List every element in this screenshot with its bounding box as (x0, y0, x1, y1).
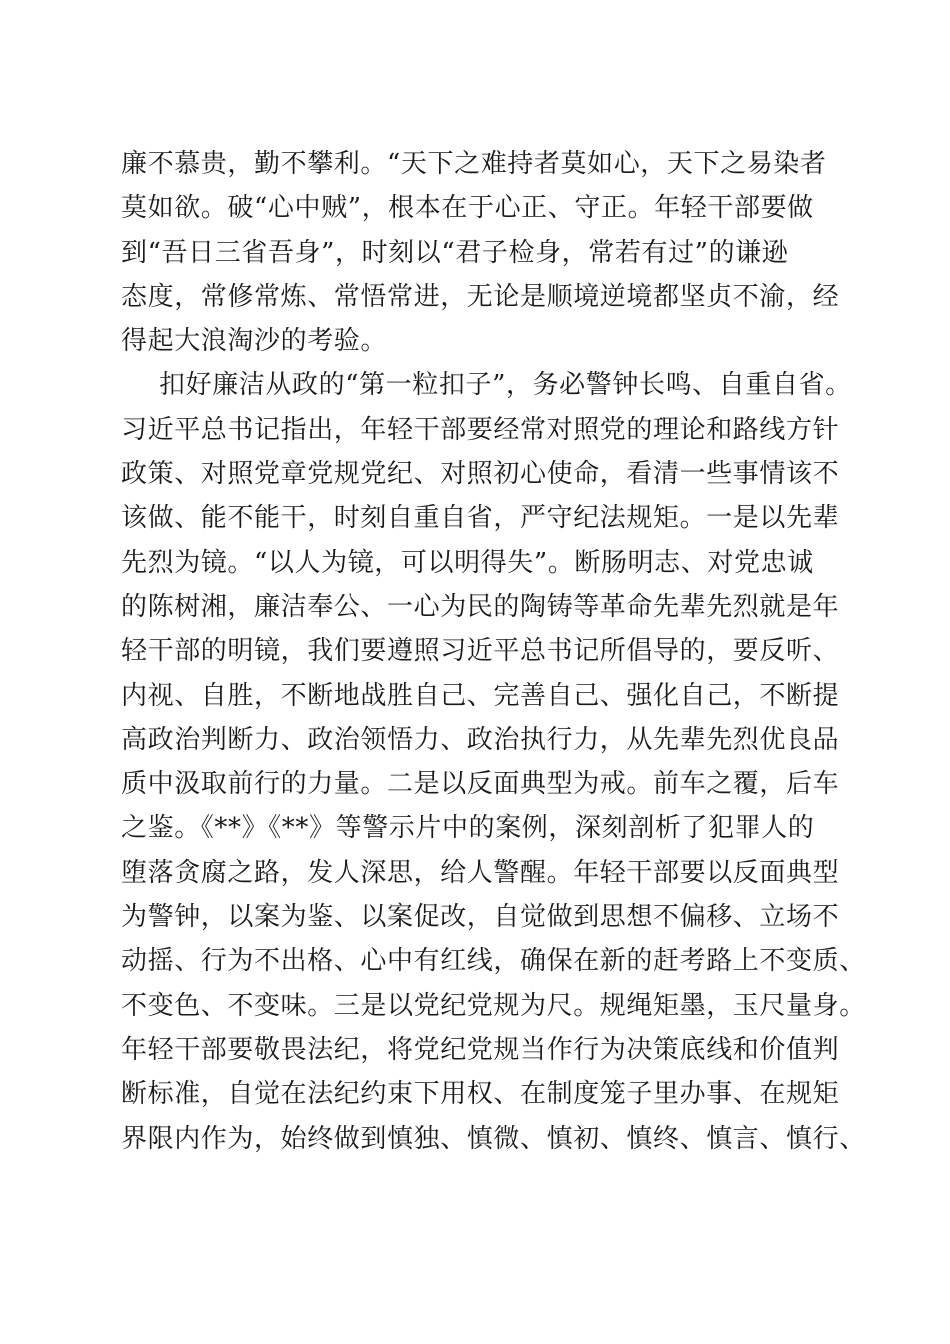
text-line: 界限内作为，始终做到慎独、慎微、慎初、慎终、慎言、慎行、 (121, 1123, 866, 1154)
text-line: 为警钟，以案为鉴、以案促改，自觉做到思想不偏移、立场不 (121, 902, 840, 933)
text-line: 内视、自胜，不断地战胜自己、完善自己、强化自己，不断提 (121, 680, 840, 711)
text-line: 先烈为镜。“以人为镜，可以明得失”。断肠明志、对党忠诚 (121, 547, 814, 578)
text-line: 莫如欲。破“心中贼”，根本在于心正、守正。年轻干部要做 (121, 193, 814, 224)
paragraph-first-line: 扣好廉洁从政的“第一粒扣子”，务必警钟长鸣、自重自省。 (159, 370, 852, 401)
text-line: 不变色、不变味。三是以党纪党规为尺。规绳矩墨，玉尺量身。 (121, 990, 866, 1021)
text-line: 堕落贪腐之路，发人深思，给人警醒。年轻干部要以反面典型 (121, 857, 840, 888)
text-line: 质中汲取前行的力量。二是以反面典型为戒。前车之覆，后车 (121, 769, 840, 800)
text-line: 高政治判断力、政治领悟力、政治执行力，从先辈先烈优良品 (121, 724, 840, 755)
text-line: 之鉴。《**》《**》等警示片中的案例，深刻剖析了犯罪人的 (121, 813, 815, 844)
text-line: 的陈树湘，廉洁奉公、一心为民的陶铸等革命先辈先烈就是年 (121, 591, 840, 622)
text-line: 年轻干部要敬畏法纪，将党纪党规当作行为决策底线和价值判 (121, 1034, 840, 1065)
text-line: 动摇、行为不出格、心中有红线，确保在新的赶考路上不变质、 (121, 946, 866, 977)
text-line: 得起大浪淘沙的考验。 (121, 326, 388, 357)
text-line: 廉不慕贵，勤不攀利。“天下之难持者莫如心，天下之易染者 (121, 149, 827, 179)
text-line: 到“吾日三省吾身”，时刻以“君子检身，常若有过”的谦逊 (121, 237, 789, 268)
text-line: 政策、对照党章党规党纪、对照初心使命，看清一些事情该不 (121, 459, 840, 490)
text-line: 轻干部的明镜，我们要遵照习近平总书记所倡导的，要反听、 (121, 636, 840, 667)
text-line: 该做、能不能干，时刻自重自省，严守纪法规矩。一是以先辈 (121, 503, 840, 534)
text-line: 态度，常修常炼、常悟常进，无论是顺境逆境都坚贞不渝，经 (121, 281, 840, 312)
text-line: 习近平总书记指出，年轻干部要经常对照党的理论和路线方针 (121, 414, 840, 445)
document-body (121, 142, 866, 1161)
text-line: 断标准，自觉在法纪约束下用权、在制度笼子里办事、在规矩 (121, 1079, 840, 1110)
